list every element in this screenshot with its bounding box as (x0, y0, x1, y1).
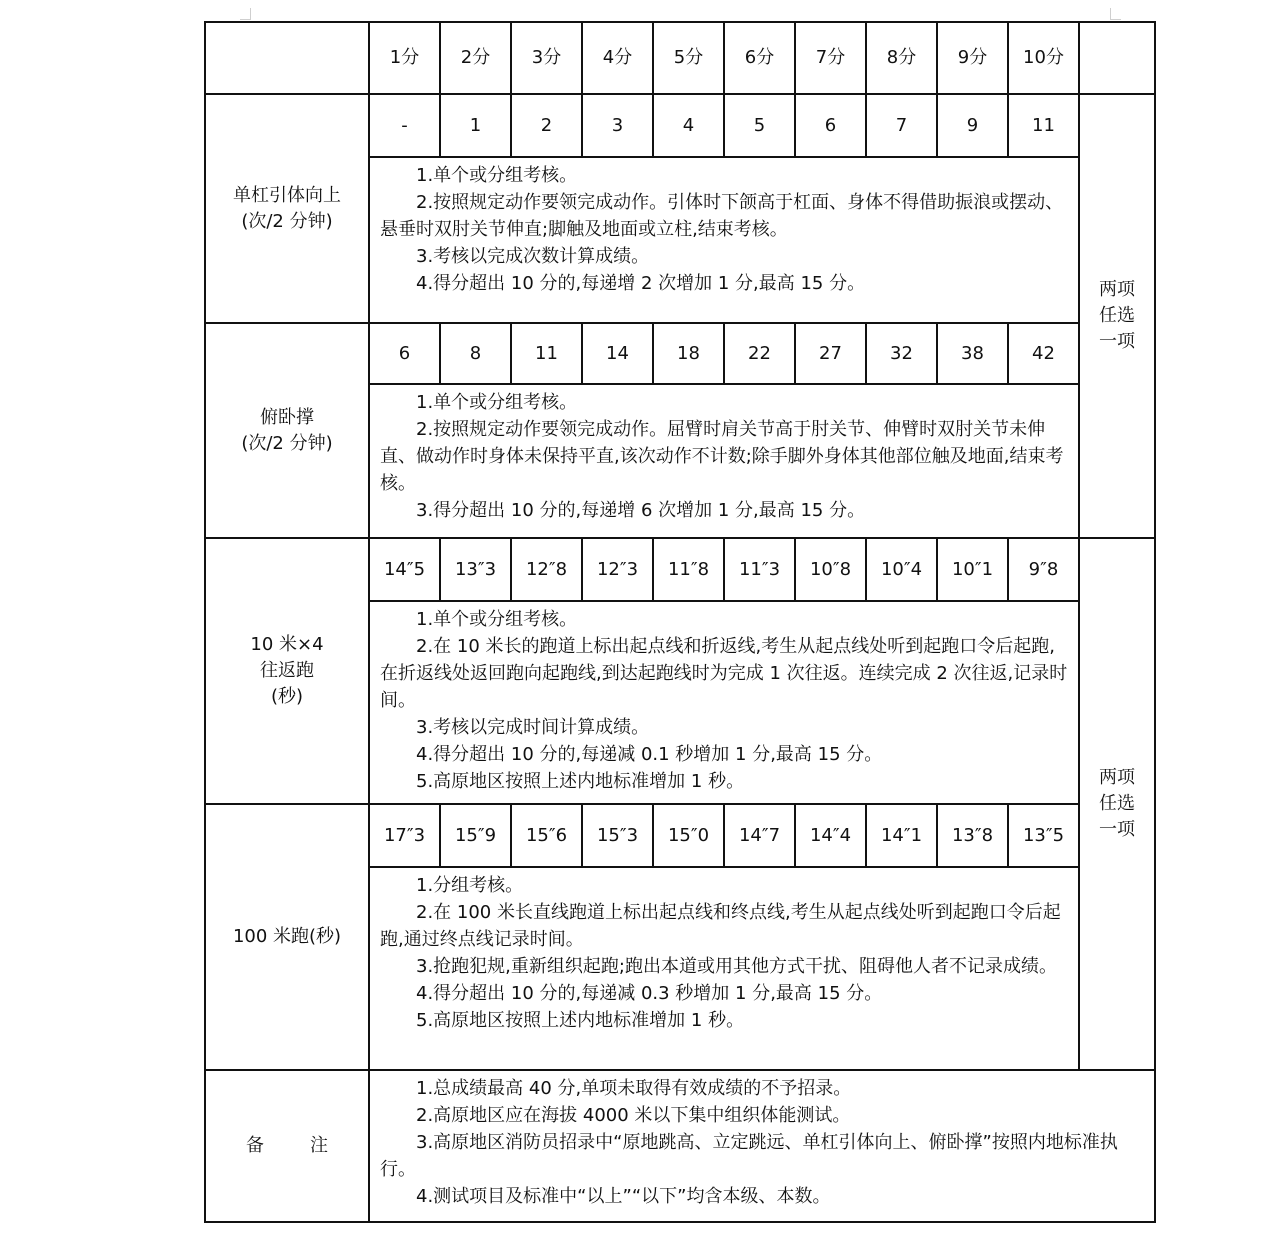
score-header-cell (1008, 22, 1079, 94)
note-line: 1.单个或分组考核。 (416, 392, 578, 413)
score-header-cell (582, 22, 653, 94)
item-label-pullup (205, 94, 369, 323)
note-line: 3.考核以完成时间计算成绩。 (416, 717, 650, 738)
note-line: 4.得分超出 10 分的,每递减 0.1 秒增加 1 分,最高 15 分。 (416, 744, 883, 765)
value-cell: 27 (795, 323, 866, 384)
score-label: 3分 (531, 47, 562, 68)
remarks-row (205, 1070, 1155, 1222)
sprint-values-row (205, 804, 1155, 867)
item-notes-pullup (369, 157, 1079, 323)
value-cell: 38 (937, 323, 1008, 384)
choice-cell-group-2 (1079, 538, 1155, 1070)
value-cell: 1 (440, 94, 511, 157)
value-cell: 9″8 (1008, 538, 1079, 601)
value-cell: 15″0 (653, 804, 724, 867)
note-line: 4.测试项目及标准中“以上”“以下”均含本级、本数。 (416, 1186, 831, 1207)
score-header-cell (724, 22, 795, 94)
value-cell: 10″1 (937, 538, 1008, 601)
score-label: 5分 (673, 47, 704, 68)
score-header-cell (511, 22, 582, 94)
page-corner-mark (240, 19, 250, 20)
value-cell: 15″9 (440, 804, 511, 867)
item-notes-sprint (369, 867, 1079, 1070)
value-cell: 11 (511, 323, 582, 384)
note-line: 3.考核以完成次数计算成绩。 (416, 246, 650, 267)
value-cell: 14″4 (795, 804, 866, 867)
item-label-line: 俯卧撑 (260, 406, 314, 428)
value-cell: 15″6 (511, 804, 582, 867)
remarks-label-part: 备 (246, 1135, 264, 1156)
value-cell: 13″5 (1008, 804, 1079, 867)
value-cell: 22 (724, 323, 795, 384)
value-cell: 13″8 (937, 804, 1008, 867)
pullup-values-row (205, 94, 1155, 157)
value-cell: 9 (937, 94, 1008, 157)
item-notes-pushup (369, 384, 1079, 538)
header-corner-cell (205, 22, 369, 94)
note-line: 3.高原地区消防员招录中“原地跳高、立定跳远、单杠引体向上、俯卧撑”按照内地标准执行。 (380, 1132, 1118, 1180)
note-line: 2.在 100 米长直线跑道上标出起点线和终点线,考生从起点线处听到起跑口令后起跑,通过终点线记录时间。 (380, 902, 1061, 950)
note-line: 5.高原地区按照上述内地标准增加 1 秒。 (416, 1010, 745, 1031)
choice-line: 一项 (1099, 819, 1135, 840)
score-header-cell (369, 22, 440, 94)
score-header-cell (653, 22, 724, 94)
value-cell: 11″8 (653, 538, 724, 601)
value-cell: 10″4 (866, 538, 937, 601)
value-cell: 32 (866, 323, 937, 384)
item-label-pushup (205, 323, 369, 538)
header-blank-cell (1079, 22, 1155, 94)
note-line: 2.按照规定动作要领完成动作。屈臂时肩关节高于肘关节、伸臂时双肘关节未伸直、做动作时身体未保持平直,该次动作不计数;除手脚外身体其他部位触及地面,结束考核。 (380, 419, 1064, 494)
score-header-cell (795, 22, 866, 94)
note-line: 2.按照规定动作要领完成动作。引体时下颌高于杠面、身体不得借助振浪或摆动、悬垂时双肘关节伸直;脚触及地面或立柱,结束考核。 (380, 192, 1064, 240)
choice-cell-group-1 (1079, 94, 1155, 538)
value-cell: 13″3 (440, 538, 511, 601)
value-cell: 14″5 (369, 538, 440, 601)
score-label: 4分 (602, 47, 633, 68)
value-cell: 14″1 (866, 804, 937, 867)
choice-line: 一项 (1099, 331, 1135, 352)
item-notes-shuttle (369, 601, 1079, 804)
score-label: 10分 (1023, 47, 1064, 68)
pushup-values-row (205, 323, 1155, 384)
note-line: 5.高原地区按照上述内地标准增加 1 秒。 (416, 771, 745, 792)
choice-line: 任选 (1099, 793, 1135, 814)
value-cell: 42 (1008, 323, 1079, 384)
score-label: 2分 (460, 47, 491, 68)
value-cell: 6 (795, 94, 866, 157)
item-label-shuttle (205, 538, 369, 804)
score-label: 9分 (957, 47, 988, 68)
value-cell: 12″3 (582, 538, 653, 601)
item-label-line: (次/2 分钟) (241, 210, 333, 232)
value-cell: 14 (582, 323, 653, 384)
value-cell: 11 (1008, 94, 1079, 157)
page-corner-mark (250, 8, 251, 20)
note-line: 4.得分超出 10 分的,每递减 0.3 秒增加 1 分,最高 15 分。 (416, 983, 883, 1004)
note-line: 1.总成绩最高 40 分,单项未取得有效成绩的不予招录。 (416, 1078, 852, 1099)
value-cell: 2 (511, 94, 582, 157)
score-header-cell (866, 22, 937, 94)
item-label-line: (秒) (270, 686, 304, 707)
score-header-row (205, 22, 1155, 94)
value-cell: 11″3 (724, 538, 795, 601)
note-line: 2.高原地区应在海拔 4000 米以下集中组织体能测试。 (416, 1105, 851, 1126)
item-label-line: 往返跑 (260, 660, 314, 681)
shuttle-values-row (205, 538, 1155, 601)
note-line: 1.单个或分组考核。 (416, 165, 578, 186)
value-cell: 4 (653, 94, 724, 157)
score-label: 7分 (815, 47, 846, 68)
value-cell: 14″7 (724, 804, 795, 867)
item-label-line: (次/2 分钟) (241, 432, 333, 454)
remarks-label (205, 1070, 369, 1222)
value-cell: 12″8 (511, 538, 582, 601)
note-line: 3.得分超出 10 分的,每递增 6 次增加 1 分,最高 15 分。 (416, 500, 866, 521)
value-cell: 15″3 (582, 804, 653, 867)
note-line: 1.单个或分组考核。 (416, 609, 578, 630)
choice-line: 两项 (1099, 279, 1135, 300)
choice-line: 两项 (1099, 767, 1135, 788)
score-header-cell (440, 22, 511, 94)
note-line: 1.分组考核。 (416, 875, 524, 896)
value-cell: 17″3 (369, 804, 440, 867)
note-line: 2.在 10 米长的跑道上标出起点线和折返线,考生从起点线处听到起跑口令后起跑,在折返线处返回跑向起跑线,到达起跑线时为完成 1 次往返。连续完成 2 次往返,记录时间。 (380, 636, 1068, 711)
item-label-line: 单杠引体向上 (233, 184, 341, 206)
item-label-sprint (205, 804, 369, 1070)
value-cell: 7 (866, 94, 937, 157)
value-cell: 6 (369, 323, 440, 384)
choice-line: 任选 (1099, 305, 1135, 326)
note-line: 3.抢跑犯规,重新组织起跑;跑出本道或用其他方式干扰、阻碍他人者不记录成绩。 (416, 956, 1057, 977)
value-cell: 5 (724, 94, 795, 157)
value-cell: 18 (653, 323, 724, 384)
value-cell: 10″8 (795, 538, 866, 601)
value-cell: 8 (440, 323, 511, 384)
remarks-notes (369, 1070, 1155, 1222)
fitness-standard-table (204, 21, 1156, 1223)
item-label-line: 100 米跑(秒) (232, 926, 342, 947)
value-cell: - (369, 94, 440, 157)
value-cell: 3 (582, 94, 653, 157)
score-label: 8分 (886, 47, 917, 68)
note-line: 4.得分超出 10 分的,每递增 2 次增加 1 分,最高 15 分。 (416, 273, 866, 294)
remarks-label-part: 注 (310, 1135, 328, 1156)
score-header-cell (937, 22, 1008, 94)
score-label: 6分 (744, 47, 775, 68)
item-label-line: 10 米×4 (250, 634, 324, 655)
page-corner-mark (1111, 19, 1121, 20)
score-label: 1分 (389, 47, 420, 68)
